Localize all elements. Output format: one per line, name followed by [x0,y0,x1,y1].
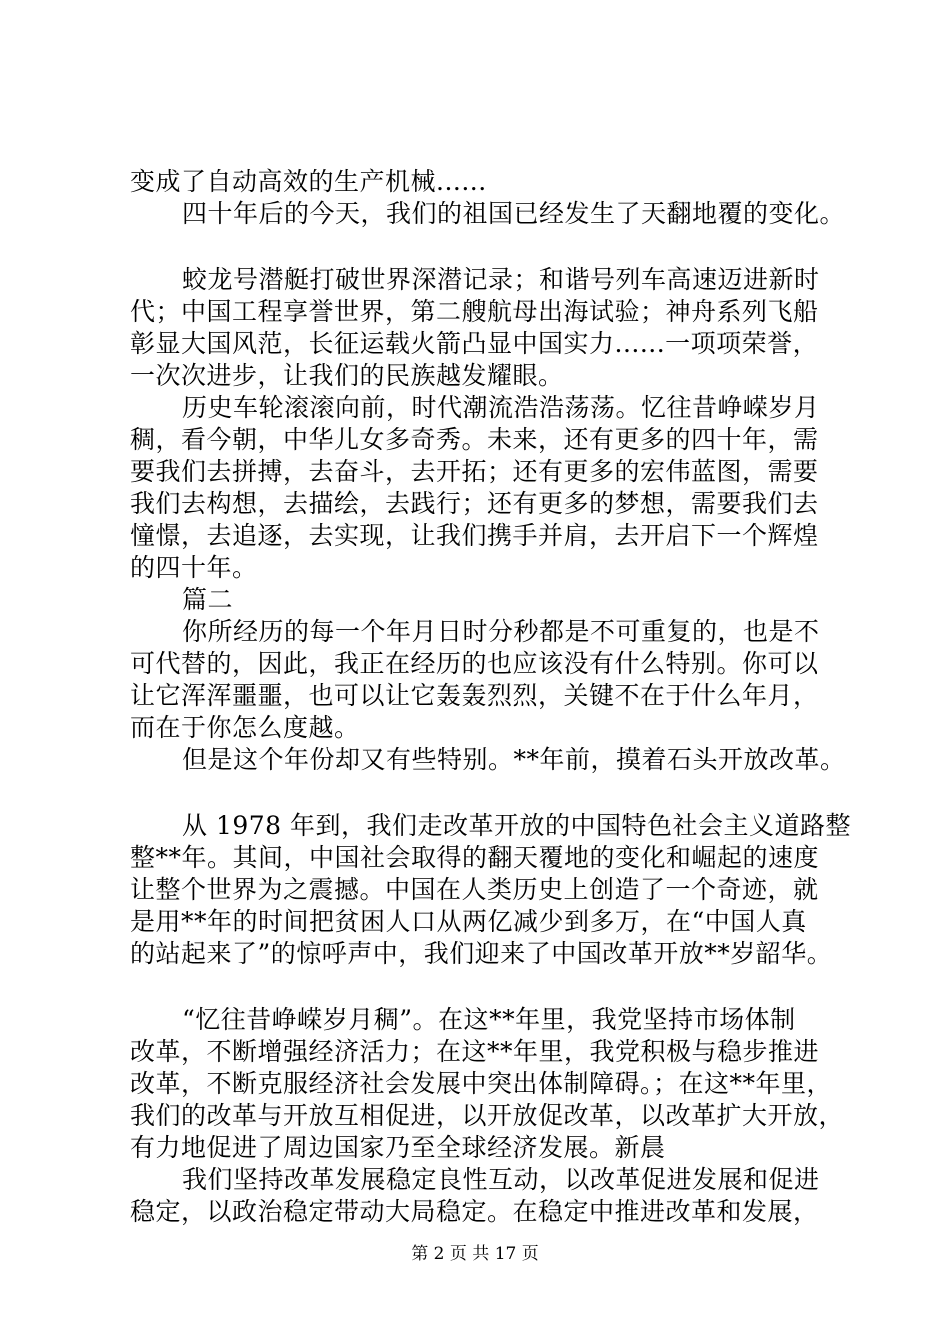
text-line: 你所经历的每一个年月日时分秒都是不可重复的，也是不 [182,617,820,646]
text-line: 改革，不断增强经济活力；在这**年里，我党积极与稳步推进 [130,1037,820,1066]
text-line: 稳定，以政治稳定带动大局稳定。在稳定中推进改革和发展， [130,1197,819,1226]
document-body [130,166,852,1228]
text-line: 的四十年。 [130,553,258,582]
paragraph-gap [130,230,852,264]
text-line: 变成了自动高效的生产机械...... [130,167,487,196]
text-line: 可代替的，因此，我正在经历的也应该没有什么特别。你可以 [130,649,819,678]
text-line: 让整个世界为之震撼。中国在人类历史上创造了一个奇迹，就 [130,875,819,904]
text-line: 蛟龙号潜艇打破世界深潜记录；和谐号列车高速迈进新时 [182,265,820,294]
paragraph-gap [130,776,852,810]
text-line: 有力地促进了周边国家乃至全球经济发展。新晨 [130,1133,666,1162]
text-line: 改革，不断克服经济社会发展中突出体制障碍。；在这**年里， [130,1069,833,1098]
page-footer: 第 2 页 共 17 页 [411,1244,539,1264]
text-line: 我们坚持改革发展稳定良性互动，以改革促进发展和促进 [182,1165,820,1194]
text-line: 四十年后的今天，我们的祖国已经发生了天翻地覆的变化。 [182,199,846,228]
text-line: 从 1978 年到，我们走改革开放的中国特色社会主义道路整 [182,811,852,840]
text-line: 而在于你怎么度越。 [130,713,360,742]
text-line: 但是这个年份却又有些特别。**年前，摸着石头开放改革。 [182,745,846,774]
text-line: 是用**年的时间把贫困人口从两亿减少到多万，在“中国人真 [130,907,807,936]
text-line: 篇二 [182,585,234,614]
text-line: 稠，看今朝，中华儿女多奇秀。未来，还有更多的四十年，需 [130,425,819,454]
text-line: 的站起来了”的惊呼声中，我们迎来了中国改革开放**岁韶华。 [130,939,833,968]
text-line: 一次次进步，让我们的民族越发耀眼。 [130,361,564,390]
text-line: 我们的改革与开放互相促进，以开放促改革，以改革扩大开放， [130,1101,845,1130]
text-line: 憧憬，去追逐，去实现，让我们携手并肩，去开启下一个辉煌 [130,521,819,550]
text-line: “忆往昔峥嵘岁月稠”。在这**年里，我党坚持市场体制 [182,1005,796,1034]
text-line: 要我们去拼搏，去奋斗，去开拓；还有更多的宏伟蓝图，需要 [130,457,819,486]
text-line: 整**年。其间，中国社会取得的翻天覆地的变化和崛起的速度 [130,843,820,872]
text-line: 历史车轮滚滚向前，时代潮流浩浩荡荡。忆往昔峥嵘岁月 [182,393,820,422]
text-line: 让它浑浑噩噩，也可以让它轰轰烈烈，关键不在于什么年月， [130,681,819,710]
text-line: 我们去构想，去描绘，去践行；还有更多的梦想，需要我们去 [130,489,819,518]
text-line: 代；中国工程享誉世界，第二艘航母出海试验；神舟系列飞船 [130,297,819,326]
paragraph-gap [130,970,852,1004]
text-line: 彰显大国风范，长征运载火箭凸显中国实力......一项项荣誉， [130,329,819,358]
